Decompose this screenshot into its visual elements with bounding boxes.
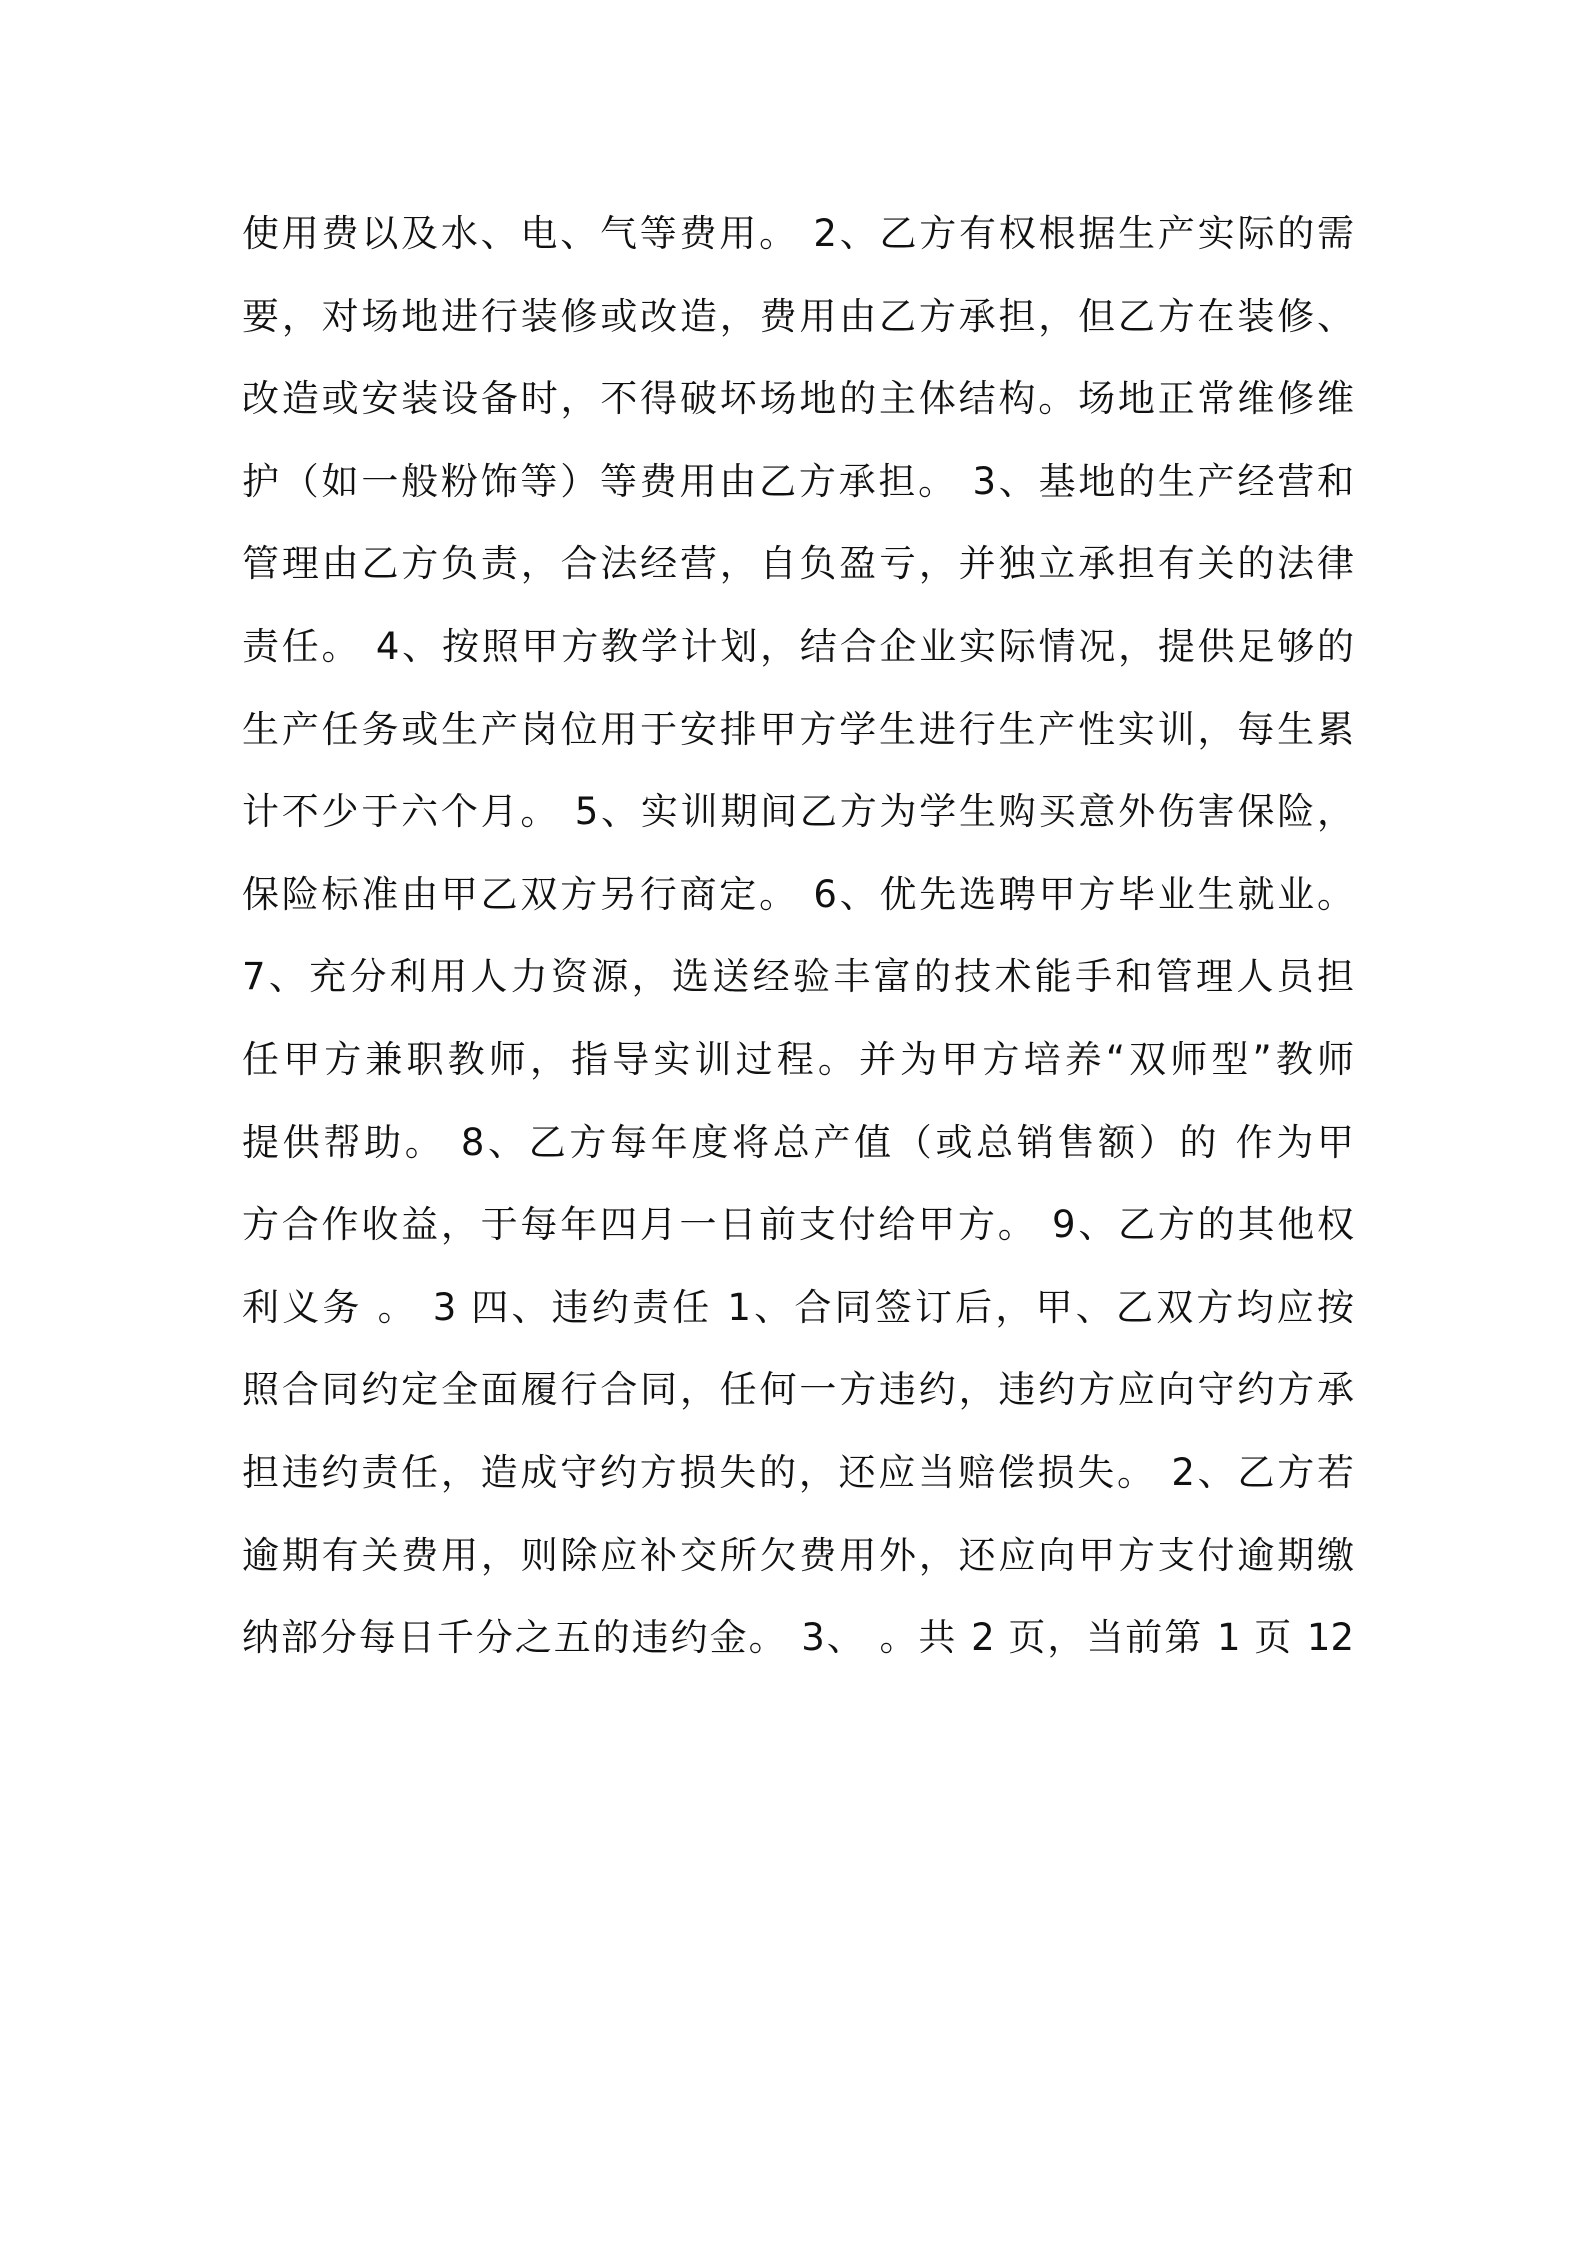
text-line-4: 护（如一般粉饰等）等费用由乙方承担。 3、基地的生产经营和 [242, 459, 1354, 503]
text-line-2: 要，对场地进行装修或改造，费用由乙方承担，但乙方在装修、 [242, 294, 1354, 338]
text-line-14: 利义务 。 3 四、违约责任 1、合同签订后，甲、乙双方均应按 [242, 1285, 1354, 1329]
text-line-12: 提供帮助。 8、乙方每年度将总产值（或总销售额）的 作为甲 [242, 1120, 1354, 1164]
text-line-16: 担违约责任，造成守约方损失的，还应当赔偿损失。 2、乙方若 [242, 1450, 1354, 1494]
text-line-9: 保险标准由甲乙双方另行商定。 6、优先选聘甲方毕业生就业。 [242, 872, 1354, 916]
text-line-17: 逾期有关费用，则除应补交所欠费用外，还应向甲方支付逾期缴 [242, 1533, 1354, 1577]
contract-body-text [242, 193, 1354, 1680]
text-line-6: 责任。 4、按照甲方教学计划，结合企业实际情况，提供足够的 [242, 624, 1354, 668]
text-line-15: 照合同约定全面履行合同，任何一方违约，违约方应向守约方承 [242, 1368, 1354, 1412]
text-line-5: 管理由乙方负责，合法经营，自负盈亏，并独立承担有关的法律 [242, 542, 1354, 586]
text-line-10: 7、充分利用人力资源，选送经验丰富的技术能手和管理人员担 [242, 955, 1354, 999]
text-line-1: 使用费以及水、电、气等费用。 2、乙方有权根据生产实际的需 [242, 212, 1354, 255]
text-line-18: 纳部分每日千分之五的违约金。 3、 。共 2 页，当前第 1 页 12 [242, 1616, 1354, 1660]
text-line-13: 方合作收益，于每年四月一日前支付给甲方。 9、乙方的其他权 [242, 1203, 1354, 1247]
text-line-11: 任甲方兼职教师，指导实训过程。并为甲方培养“双师型”教师 [242, 1037, 1354, 1081]
text-line-3: 改造或安装设备时，不得破坏场地的主体结构。场地正常维修维 [242, 377, 1354, 421]
text-line-8: 计不少于六个月。 5、实训期间乙方为学生购买意外伤害保险， [242, 790, 1354, 834]
text-line-7: 生产任务或生产岗位用于安排甲方学生进行生产性实训，每生累 [242, 707, 1354, 751]
